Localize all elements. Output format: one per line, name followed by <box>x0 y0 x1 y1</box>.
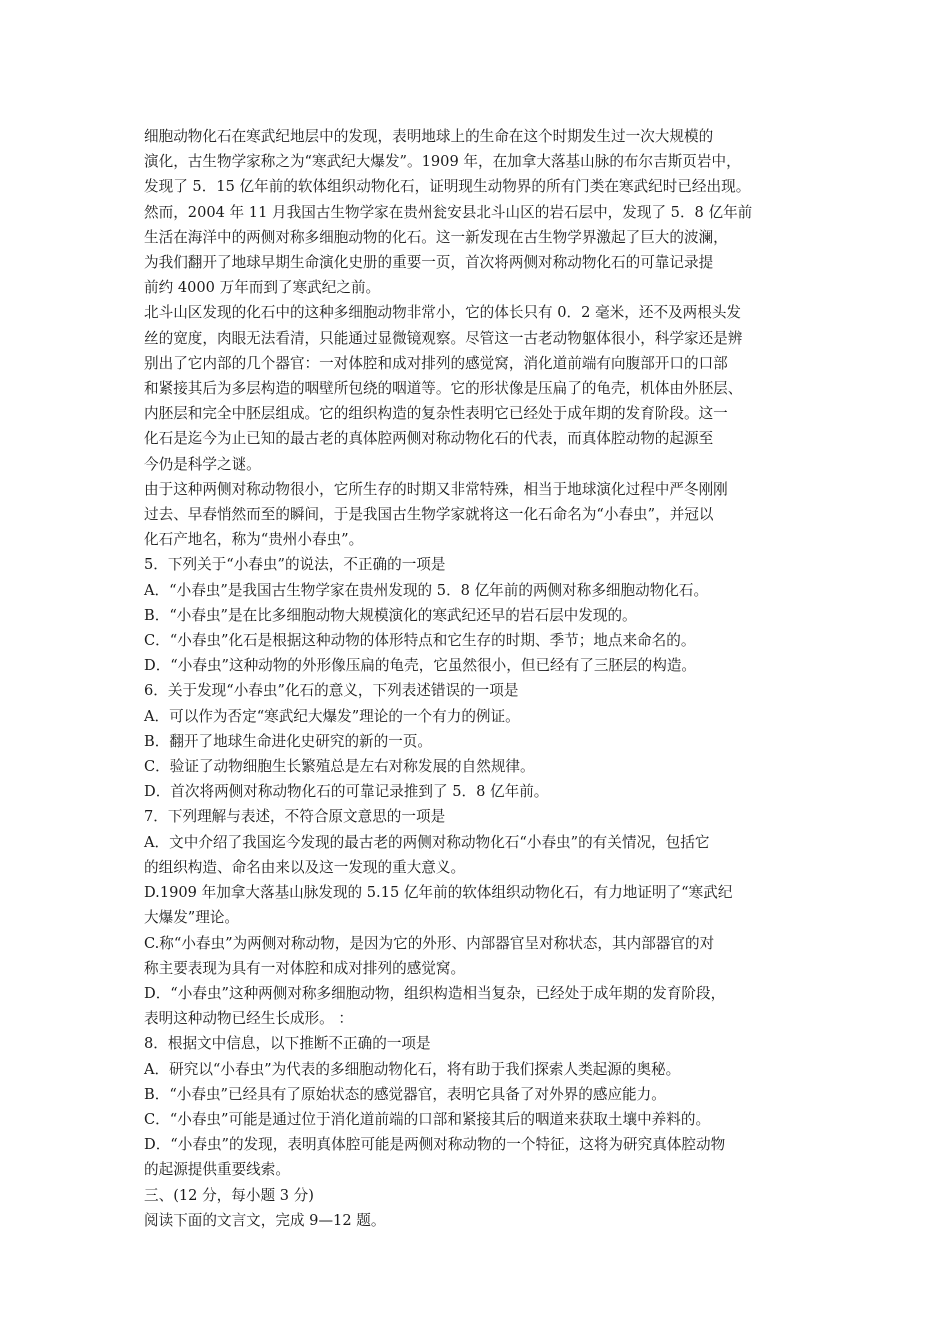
section-three-instruction: 阅读下面的文言文，完成 9—12 题。 <box>144 1211 386 1229</box>
question-8-option-c: C．“小春虫”可能是通过位于消化道前端的口部和紧接其后的咽道来获取土壤中养料的。 <box>144 1110 711 1128</box>
question-7-option-c: C.称“小春虫”为两侧对称动物，是因为它的外形、内部器官呈对称状态，其内部器官的对 <box>144 934 715 952</box>
text-line: 和紧接其后为多层构造的咽壁所包绕的咽道等。它的形状像是压扁了的龟壳，机体由外胚层、 <box>144 380 743 398</box>
text-line: 今仍是科学之谜。 <box>144 455 261 473</box>
question-6-option-d: D．首次将两侧对称动物化石的可靠记录推到了 5．8 亿年前。 <box>144 783 549 801</box>
text-line: 然而，2004 年 11 月我国古生物学家在贵州瓮安县北斗山区的岩石层中，发现了 5．8 亿年前 <box>144 203 753 221</box>
question-5-option-b: B．“小春虫”是在比多细胞动物大规模演化的寒武纪还早的岩石层中发现的。 <box>144 606 637 624</box>
question-6-option-c: C．验证了动物细胞生长繁殖总是左右对称发展的自然规律。 <box>144 758 535 776</box>
question-7-option-a-cont: 的组织构造、命名由来以及这一发现的重大意义。 <box>144 858 466 876</box>
text-line: 化石产地名，称为“贵州小春虫”。 <box>144 531 364 549</box>
question-8-option-b: B．“小春虫”已经具有了原始状态的感觉器官，表明它具备了对外界的感应能力。 <box>144 1085 666 1103</box>
text-line: 由于这种两侧对称动物很小，它所生存的时期又非常特殊，相当于地球演化过程中严冬刚刚 <box>144 480 728 498</box>
text-line: 细胞动物化石在寒武纪地层中的发现，表明地球上的生命在这个时期发生过一次大规模的 <box>144 128 714 145</box>
question-5-stem: 5．下列关于“小春虫”的说法，不正确的一项是 <box>144 556 446 574</box>
question-7-option-d: D．“小春虫”这种两侧对称多细胞动物，组织构造相当复杂，已经处于成年期的发育阶段， <box>144 984 726 1002</box>
text-line: 生活在海洋中的两侧对称多细胞动物的化石。这一新发现在古生物学界激起了巨大的波澜， <box>144 228 728 246</box>
text-line: 内胚层和完全中胚层组成。它的组织构造的复杂性表明它已经处于成年期的发育阶段。这一 <box>144 405 728 423</box>
text-line: 发现了 5．15 亿年前的软体组织动物化石，证明现生动物界的所有门类在寒武纪时已经出现。 <box>144 178 751 196</box>
question-7-option-d-first: D.1909 年加拿大落基山脉发现的 5.15 亿年前的软体组织动物化石，有力地证明了“寒武纪 <box>144 884 733 902</box>
question-8-stem: 8．根据文中信息，以下推断不正确的一项是 <box>144 1035 431 1053</box>
question-7-stem: 7．下列理解与表述，不符合原文意思的一项是 <box>144 808 446 826</box>
text-line: 化石是迄今为止已知的最古老的真体腔两侧对称动物化石的代表，而真体腔动物的起源至 <box>144 430 714 448</box>
question-5-option-c: C．“小春虫”化石是根据这种动物的体形特点和它生存的时期、季节；地点来命名的。 <box>144 632 696 650</box>
text-line: 演化，古生物学家称之为“寒武纪大爆发”。1909 年，在加拿大落基山脉的布尔吉斯页岩中， <box>144 153 741 171</box>
question-6-option-a: A．可以作为否定“寒武纪大爆发”理论的一个有力的例证。 <box>144 707 520 725</box>
text-line: 北斗山区发现的化石中的这种多细胞动物非常小，它的体长只有 0．2 毫米，还不及两根头发 <box>144 304 742 322</box>
question-6-stem: 6．关于发现“小春虫”化石的意义，下列表述错误的一项是 <box>144 682 519 700</box>
text-line: 过去、早春悄然而至的瞬间，于是我国古生物学家就将这一化石命名为“小春虫”，并冠以 <box>144 506 714 524</box>
text-line: 前约 4000 万年而到了寒武纪之前。 <box>144 279 381 297</box>
question-6-option-b: B．翻开了地球生命进化史研究的新的一页。 <box>144 732 433 750</box>
text-line: 为我们翻开了地球早期生命演化史册的重要一页，首次将两侧对称动物化石的可靠记录提 <box>144 254 714 272</box>
document-body <box>144 124 814 1233</box>
question-7-option-c-cont: 称主要表现为具有一对体腔和成对排列的感觉窝。 <box>144 959 466 977</box>
text-line: 别出了它内部的几个器官：一对体腔和成对排列的感觉窝，消化道前端有向腹部开口的口部 <box>144 354 728 372</box>
question-7-option-d-cont: 表明这种动物已经生长成形。 ： <box>144 1010 353 1028</box>
section-three-heading: 三、(12 分，每小题 3 分) <box>144 1186 314 1204</box>
question-8-option-d: D．“小春虫”的发现，表明真体腔可能是两侧对称动物的一个特征，这将为研究真体腔动物 <box>144 1136 726 1154</box>
question-8-option-a: A．研究以“小春虫”为代表的多细胞动物化石，将有助于我们探索人类起源的奥秘。 <box>144 1060 681 1078</box>
question-5-option-a: A．“小春虫”是我国古生物学家在贵州发现的 5．8 亿年前的两侧对称多细胞动物化石。 <box>144 581 709 599</box>
question-7-option-d-first-cont: 大爆发”理论。 <box>144 909 240 927</box>
text-line: 丝的宽度，肉眼无法看清，只能通过显微镜观察。尽管这一古老动物躯体很小，科学家还是辨 <box>144 329 743 347</box>
question-5-option-d: D．“小春虫”这种动物的外形像压扁的龟壳，它虽然很小，但已经有了三胚层的构造。 <box>144 657 697 675</box>
question-7-option-a: A．文中介绍了我国迄今发现的最古老的两侧对称动物化石“小春虫”的有关情况，包括它 <box>144 833 710 851</box>
question-8-option-d-cont: 的起源提供重要线索。 <box>144 1161 290 1179</box>
